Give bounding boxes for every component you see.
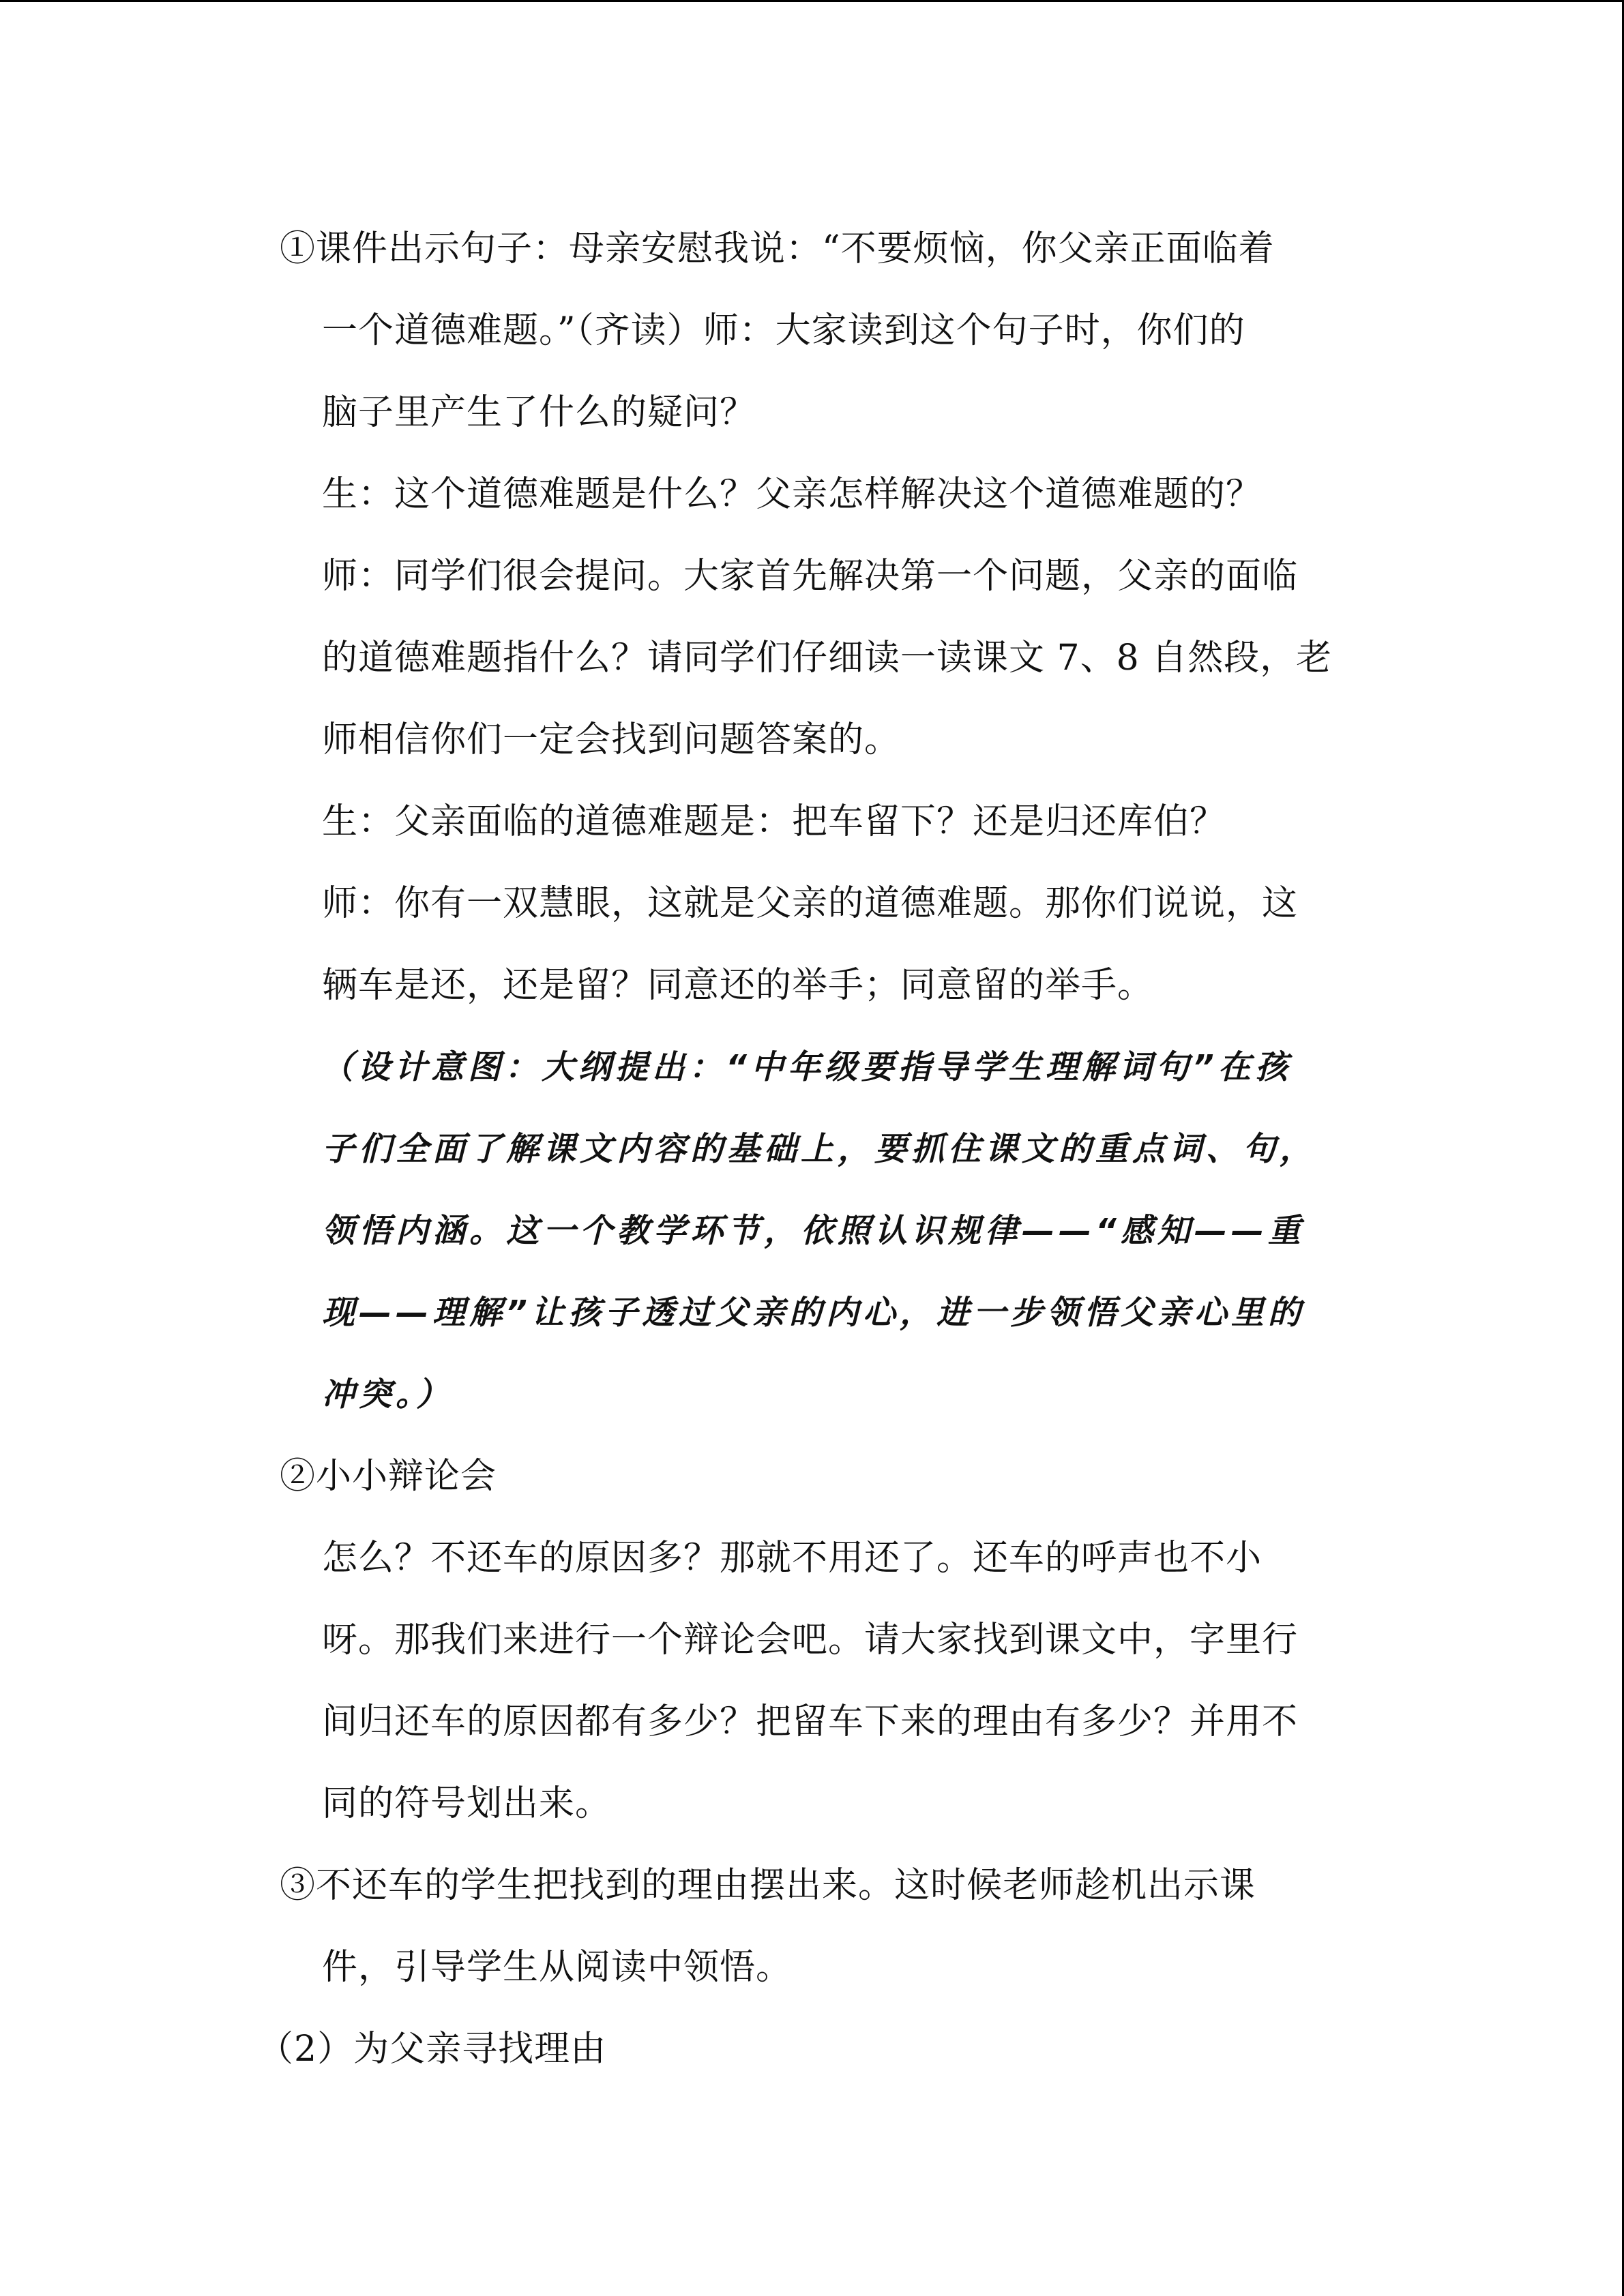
paragraph-line-14: 同的符号划出来。 xyxy=(322,1783,612,1824)
paragraph-line-15: ③不还车的学生把找到的理由摆出来。这时候老师趁机出示课 xyxy=(280,1865,1256,1906)
paragraph-line-4: 生：这个道德难题是什么？父亲怎样解决这个道德难题的？ xyxy=(322,474,1263,515)
paragraph-line-2: 一个道德难题。”（齐读）师：大家读到这个句子时，你们的 xyxy=(322,310,1245,351)
design-note-line-3: 领悟内涵。这一个教学环节，依照认识规律——“感知——重 xyxy=(322,1212,1305,1250)
paragraph-line-1: ①课件出示句子：母亲安慰我说：“不要烦恼，你父亲正面临着 xyxy=(280,228,1275,269)
paragraph-line-13: 间归还车的原因都有多少？把留车下来的理由有多少？并用不 xyxy=(322,1701,1299,1742)
paragraph-line-12: 呀。那我们来进行一个辩论会吧。请大家找到课文中，字里行 xyxy=(322,1620,1299,1660)
paragraph-line-3: 脑子里产生了什么的疑问？ xyxy=(322,392,756,433)
paragraph-line-6: 的道德难题指什么？请同学们仔细读一读课文 7、8 自然段，老 xyxy=(322,638,1333,679)
paragraph-line-9: 师：你有一双慧眼，这就是父亲的道德难题。那你们说说，这 xyxy=(322,883,1299,924)
design-note-line-4: 现——理解”让孩子透过父亲的内心，进一步领悟父亲心里的 xyxy=(322,1294,1305,1332)
paragraph-line-16: 件，引导学生从阅读中领悟。 xyxy=(322,1947,793,1988)
paragraph-line-11: 怎么？不还车的原因多？那就不用还了。还车的呼声也不小 xyxy=(322,1538,1263,1579)
design-note-line-5: 冲突。） xyxy=(322,1375,454,1414)
paragraph-line-7: 师相信你们一定会找到问题答案的。 xyxy=(322,719,901,760)
section-heading-find-reasons: （2）为父亲寻找理由 xyxy=(258,2029,607,2070)
paragraph-line-10: 辆车是还，还是留？同意还的举手；同意留的举手。 xyxy=(322,965,1154,1006)
paragraph-line-8: 生：父亲面临的道德难题是：把车留下？还是归还库伯？ xyxy=(322,801,1226,842)
paragraph-line-5: 师：同学们很会提问。大家首先解决第一个问题，父亲的面临 xyxy=(322,556,1299,597)
design-note-line-1: （设计意图：大纲提出：“中年级要指导学生理解词句”在孩 xyxy=(321,1048,1292,1086)
design-note-line-2: 子们全面了解课文内容的基础上，要抓住课文的重点词、句， xyxy=(322,1130,1317,1168)
section-heading-debate: ②小小辩论会 xyxy=(280,1456,497,1497)
